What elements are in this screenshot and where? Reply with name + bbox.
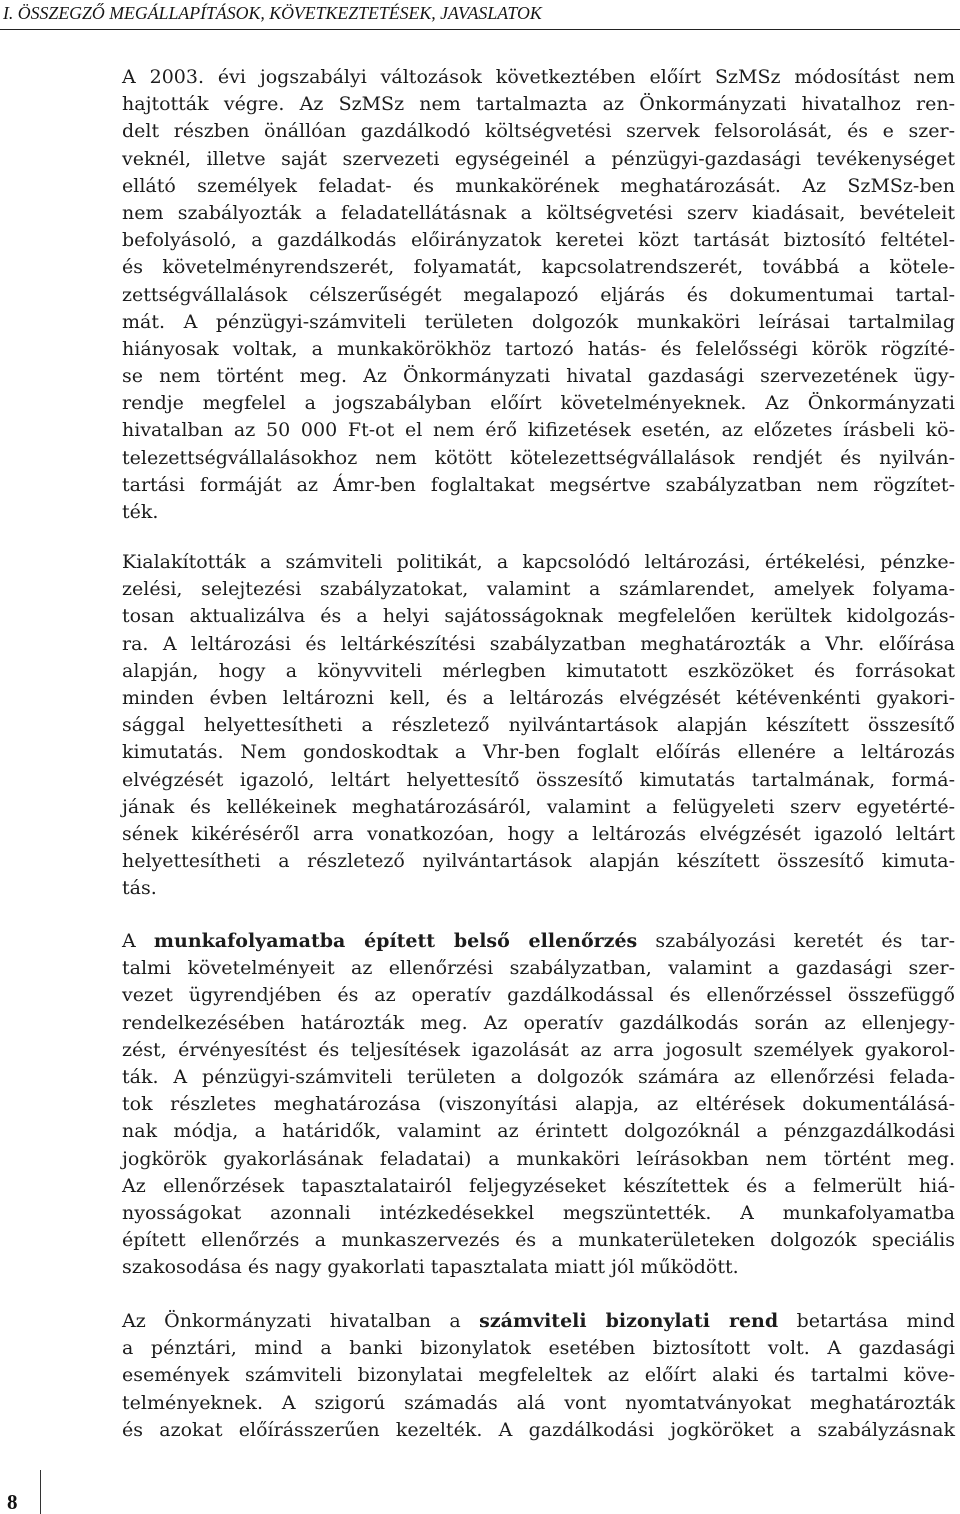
text-segment: A bbox=[122, 930, 154, 952]
text-line: rendelkezésében határozták meg. Az operatív gazdálkodás során az ellenjegy- bbox=[122, 1011, 955, 1034]
text-line: jának és kellékeinek meghatározásáról, valamint a felügyeleti szerv egyetérté- bbox=[122, 795, 955, 818]
bold-term: munkafolyamatba épített belső ellenőrzés bbox=[153, 930, 638, 952]
text-line bbox=[122, 928, 955, 955]
text-line: a pénztári, mind a banki bizonylatok esetében biztosított volt. A gazdasági bbox=[122, 1337, 955, 1360]
text-line: sének kikéréséről arra vonatkozóan, hogy a leltározás elvégzését igazoló leltárt bbox=[122, 822, 955, 845]
footer-divider bbox=[40, 1470, 41, 1514]
text-line: események számviteli bizonylatai megfeleltek az előírt alaki és tartalmi köve- bbox=[122, 1364, 955, 1387]
text-line: mát. A pénzügyi-számviteli területen dolgozók munkaköri leírásai tartalmilag bbox=[122, 310, 955, 333]
text-line: nak módja, a határidők, valamint az érintett dolgozóknál a pénzgazdálkodási bbox=[122, 1120, 955, 1143]
paragraph bbox=[122, 64, 955, 526]
text-line: ra. A leltározási és leltárkészítési szabályzatban meghatározták a Vhr. előírása bbox=[122, 632, 955, 655]
text-line bbox=[122, 1308, 955, 1335]
text-line: telményeknek. A szigorú számadás alá vont nyomtatványokat meghatározták bbox=[122, 1391, 955, 1414]
text-line: épített ellenőrzés a munkaszervezés és a munkaterületeken dolgozók speciális bbox=[122, 1229, 955, 1252]
text-line: hajtották végre. Az SzMSz nem tartalmazta az Önkormányzati hivatalhoz ren- bbox=[122, 93, 955, 116]
text-segment: Az Önkormányzati hivatalban a bbox=[122, 1310, 480, 1332]
paragraph bbox=[122, 1308, 955, 1444]
text-line: talmi követelményeit az ellenőrzési szabályzatban, valamint a gazdasági szer- bbox=[122, 957, 955, 980]
text-line: rendje megfelel a jogszabályban előírt követelményeknek. Az Önkormányzati bbox=[122, 392, 955, 415]
text-line: hivatalban az 50 000 Ft-ot el nem érő kifizetések esetén, az előzetes írásbeli kö- bbox=[122, 419, 955, 442]
text-line: alapján, hogy a könyvviteli mérlegben kimutatott eszközöket és forrásokat bbox=[122, 659, 955, 682]
text-line: ták. A pénzügyi-számviteli területen a dolgozók számára az ellenőrzési felada- bbox=[122, 1065, 955, 1088]
page-number: 8 bbox=[7, 1490, 18, 1514]
text-line: elvégzését igazoló, leltárt helyettesítő összesítő kimutatás tartalmának, formá- bbox=[122, 768, 955, 791]
text-line: nyosságokat azonnali intézkedésekkel megszüntették. A munkafolyamatba bbox=[122, 1201, 955, 1224]
text-line: Az ellenőrzések tapasztalatairól feljegyzéseket készítettek és a felmerült hiá- bbox=[122, 1174, 955, 1197]
text-line: helyettesítheti a részletező nyilvántartások alapján készített összesítő kimuta- bbox=[122, 850, 955, 873]
text-line: befolyásoló, a gazdálkodás előirányzatok keretei közt tartását biztosító feltétel- bbox=[122, 229, 955, 252]
text-line: vezet ügyrendjében és az operatív gazdálkodással és ellenőrzéssel összefüggő bbox=[122, 984, 955, 1007]
text-line: ellátó személyek feladat- és munkakörének meghatározását. Az SzMSz-ben bbox=[122, 174, 955, 197]
text-line: tartási formáját az Ámr-ben foglaltakat megsértve szabályzatban nem rögzítet- bbox=[122, 473, 955, 496]
text-line: A 2003. évi jogszabályi változások következtében előírt SzMSz módosítást nem bbox=[122, 66, 955, 88]
text-line: és követelményrendszerét, folyamatát, kapcsolatrendszerét, továbbá a kötele- bbox=[122, 256, 955, 279]
paragraph bbox=[122, 928, 955, 1281]
text-line: szakosodása és nagy gyakorlati tapasztalata miatt jól működött. bbox=[122, 1256, 739, 1279]
chapter-header: I. ÖSSZEGZŐ MEGÁLLAPÍTÁSOK, KÖVETKEZTETÉSEK, JAVASLATOK bbox=[3, 3, 542, 23]
text-segment: szabályozási keretét és tar- bbox=[637, 930, 955, 952]
text-line: delt részben önállóan gazdálkodó költségvetési szervek felsorolását, és e szer- bbox=[122, 120, 955, 143]
text-segment: betartása mind bbox=[778, 1310, 955, 1332]
paragraph bbox=[122, 549, 955, 902]
text-line: zelési, selejtezési szabályzatokat, valamint a számlarendet, amelyek folyama- bbox=[122, 578, 955, 601]
text-line: zettségvállalások célszerűségét megalapozó eljárás és dokumentumai tartal- bbox=[122, 283, 955, 306]
text-line: tok részletes meghatározása (viszonyítási alapja, az eltérések dokumentálásá- bbox=[122, 1093, 955, 1116]
text-line: és azokat előírásszerűen kezelték. A gazdálkodási jogköröket a szabályzásnak bbox=[122, 1418, 955, 1441]
text-line: zést, érvényesítést és teljesítések igazolását az arra jogosult személyek gyakorol- bbox=[122, 1038, 955, 1061]
header-rule bbox=[0, 29, 960, 30]
text-line: jogkörök gyakorlásának feladatai) a munkaköri leírásokban nem történt meg. bbox=[122, 1147, 955, 1170]
text-line: se nem történt meg. Az Önkormányzati hivatal gazdasági szervezetének ügy- bbox=[122, 365, 955, 388]
text-line: sággal helyettesítheti a részletező nyilvántartások alapján készített összesítő bbox=[122, 714, 955, 737]
text-line: nem szabályozták a feladatellátásnak a költségvetési szerv kiadásait, bevételeit bbox=[122, 201, 955, 224]
text-line: tosan aktualizálva és a helyi sajátosságoknak megfelelően kerültek kidolgozás- bbox=[122, 605, 955, 628]
text-line: kimutatás. Nem gondoskodtak a Vhr-ben foglalt előírás ellenére a leltározás bbox=[122, 741, 955, 764]
text-line: hiányosak voltak, a munkakörökhöz tartozó hatás- és felelősségi körök rögzíté- bbox=[122, 337, 955, 360]
text-line: ték. bbox=[122, 501, 159, 523]
text-line: Kialakították a számviteli politikát, a kapcsolódó leltározási, értékelési, pénzke- bbox=[122, 551, 955, 573]
bold-term: számviteli bizonylati rend bbox=[479, 1310, 779, 1332]
text-line: minden évben leltározni kell, és a leltározás elvégzését kétévenkénti gyakori- bbox=[122, 686, 955, 709]
text-line: tás. bbox=[122, 877, 157, 900]
text-line: veknél, illetve saját szervezeti egységeinél a pénzügyi-gazdasági tevékenységet bbox=[122, 147, 955, 170]
text-line: telezettségvállalásokhoz nem kötött kötelezettségvállalások rendjét és nyilván- bbox=[122, 446, 955, 469]
